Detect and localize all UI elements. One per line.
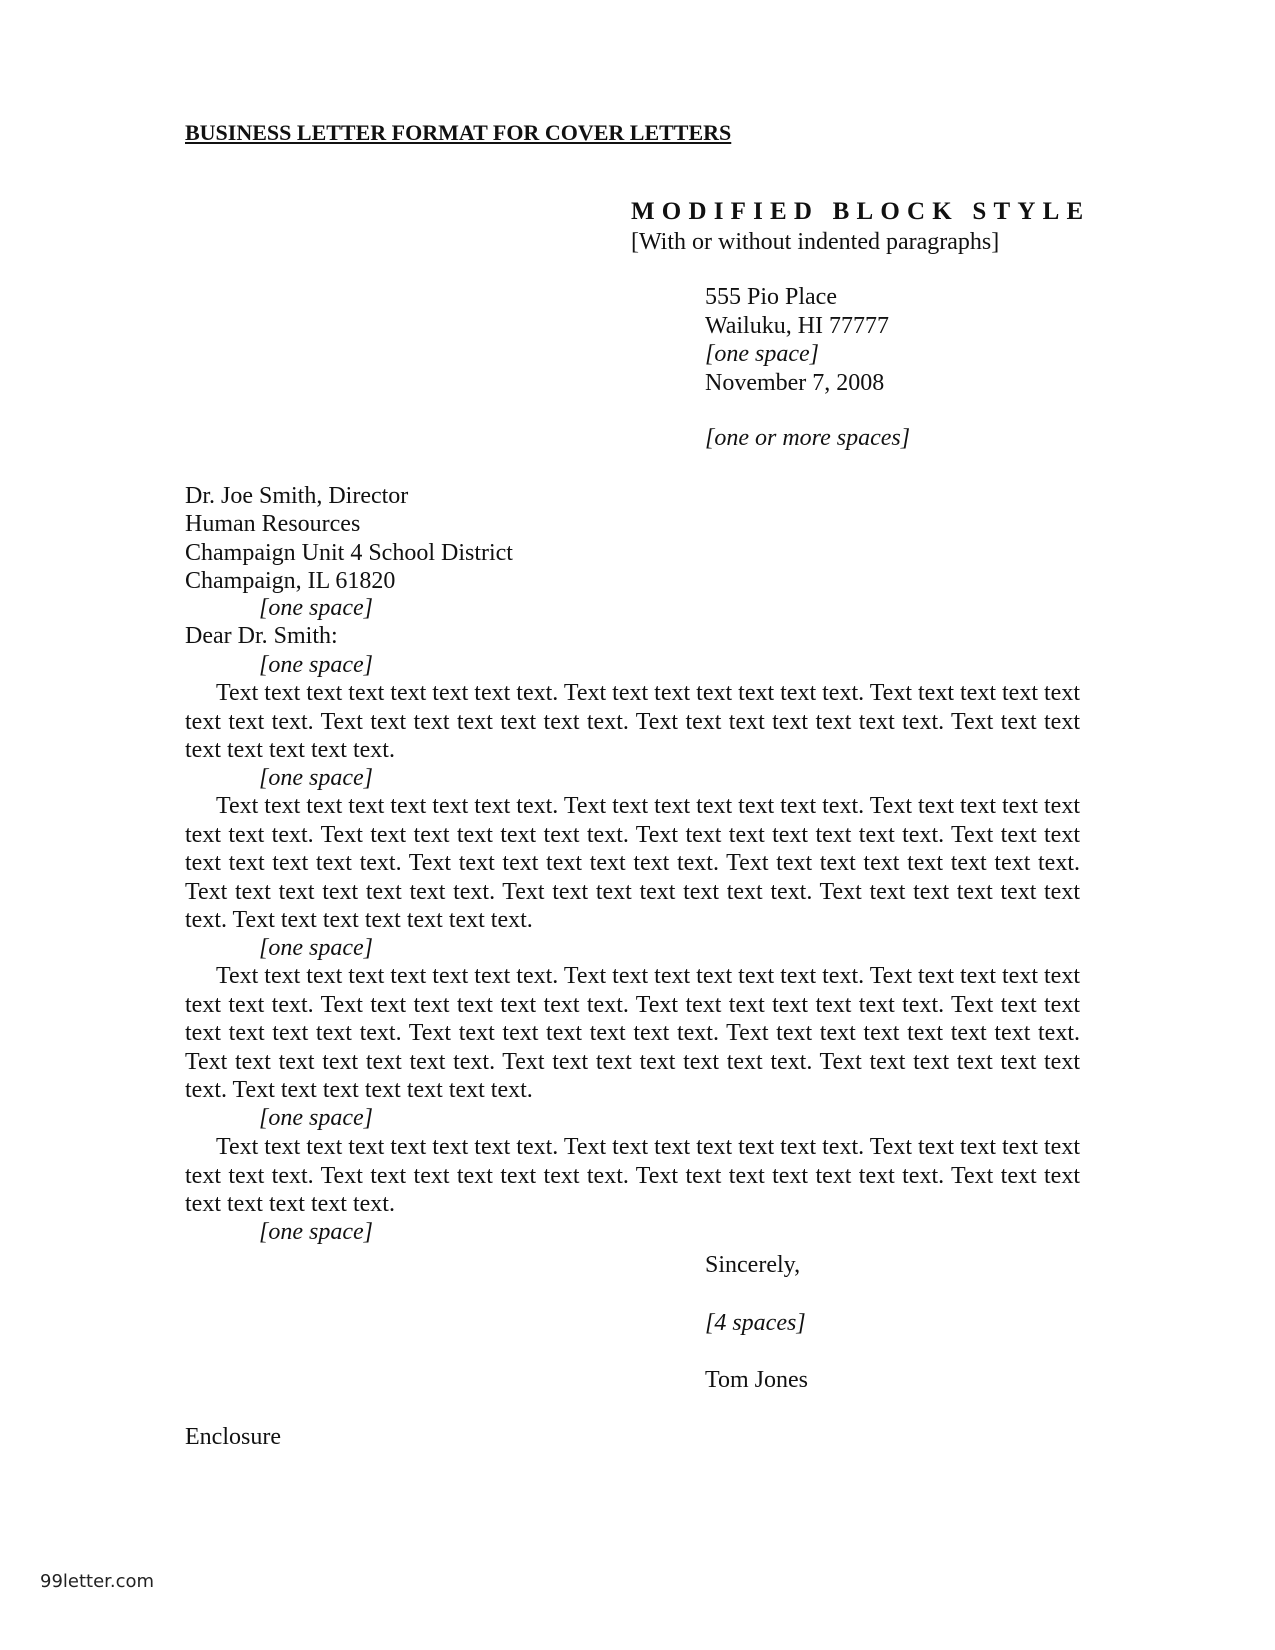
recipient-address-block	[185, 482, 513, 595]
spacing-note: [one space]	[259, 595, 373, 621]
spacing-note: [one space]	[259, 935, 373, 961]
spacing-note: [one space]	[259, 1105, 373, 1131]
body-paragraph-2: Text text text text text text text text. Text text text text text text text. Text text text text text text text text. Text text text text text text text. Text text text text text text text. Text text text text text text text text. Text text text text text text text. Text text text text text text text text. Text text text text text text text. Text text text text text text text. Text text text text text text text. Text text text text text text text.	[185, 793, 1080, 933]
sender-spacing-note: [one space]	[705, 341, 819, 367]
sender-city-line: Wailuku, HI 77777	[705, 312, 890, 339]
closing: Sincerely,	[705, 1252, 801, 1278]
recipient-organization: Champaign Unit 4 School District	[185, 539, 513, 566]
spacing-note: [one space]	[259, 1219, 373, 1245]
spacing-note: [one space]	[259, 765, 373, 791]
sender-address-block	[705, 283, 910, 453]
recipient-department: Human Resources	[185, 511, 361, 538]
body-paragraph-3: Text text text text text text text text. Text text text text text text text. Text text text text text text text text. Text text text text text text text. Text text text text text text text. Text text text text text text text text. Text text text text text text text. Text text text text text text text text. Text text text text text text text. Text text text text text text text. Text text text text text text text. Text text text text text text text.	[185, 963, 1080, 1103]
salutation: Dear Dr. Smith:	[185, 623, 338, 649]
spacing-note: [one space]	[259, 652, 373, 678]
signature-gap-note: [4 spaces]	[705, 1310, 806, 1336]
enclosure-line: Enclosure	[185, 1424, 281, 1450]
letter-date: November 7, 2008	[705, 369, 885, 396]
blank-line	[705, 397, 910, 424]
sender-street: 555 Pio Place	[705, 284, 837, 310]
body-paragraph-4: Text text text text text text text text. Text text text text text text text. Text text text text text text text text. Text text text text text text text. Text text text text text text text. Text text text text text text text text.	[185, 1134, 1080, 1217]
signer-name: Tom Jones	[705, 1367, 808, 1393]
site-watermark: 99letter.com	[40, 1571, 155, 1592]
document-title: BUSINESS LETTER FORMAT FOR COVER LETTERS	[185, 120, 732, 145]
after-date-note: [one or more spaces]	[705, 425, 911, 451]
recipient-name-title: Dr. Joe Smith, Director	[185, 483, 409, 509]
style-subheading: [With or without indented paragraphs]	[631, 229, 1000, 255]
recipient-city-line: Champaign, IL 61820	[185, 567, 396, 594]
style-heading: MODIFIED BLOCK STYLE	[631, 198, 1091, 225]
body-paragraph-1: Text text text text text text text text. Text text text text text text text. Text text text text text text text text. Text text text text text text text. Text text text text text text text. Text text text text text text text text.	[185, 680, 1080, 763]
